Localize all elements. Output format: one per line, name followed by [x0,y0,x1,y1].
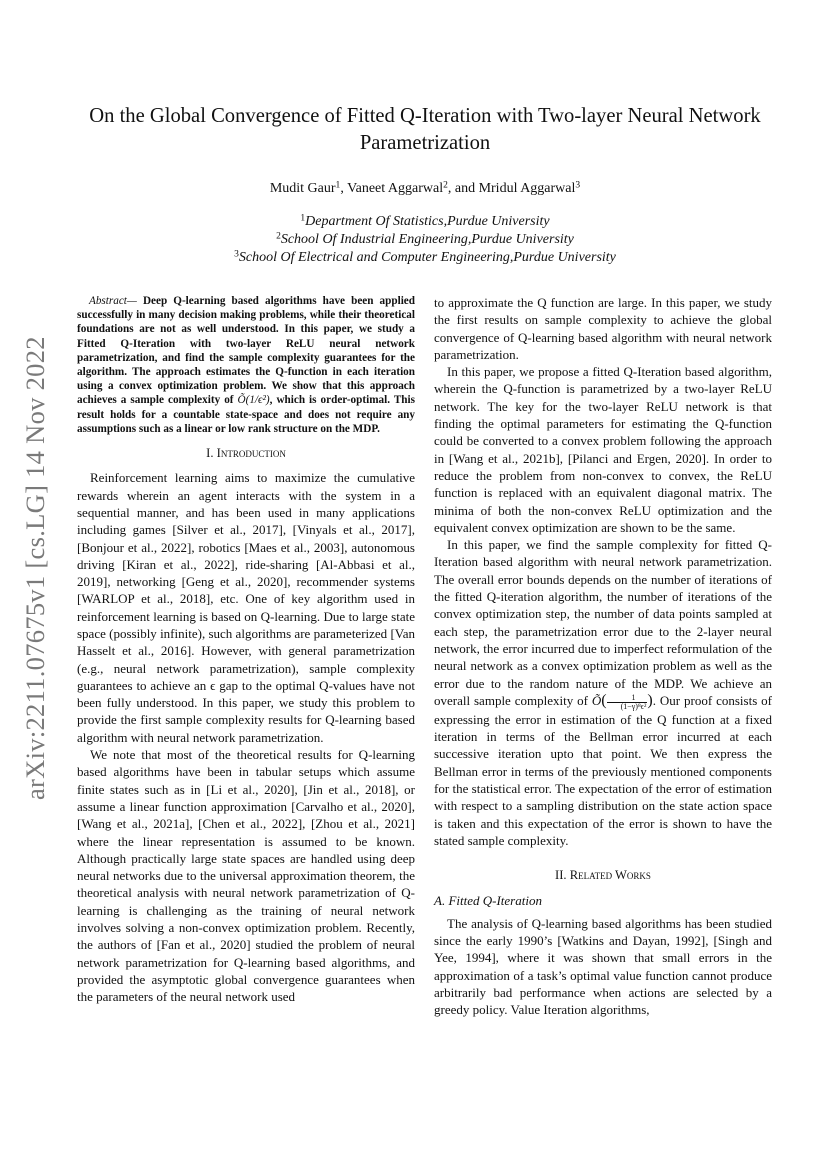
affiliation: $^1$Department Of Statistics,Purdue University [300,213,550,229]
section-heading-introduction: I. Introduction [206,446,286,461]
paragraph: The analysis of Q-learning based algorithms has been studied since the early 1990’s [Watkins and Dayan, 1992], [Singh and Yee, 1994], where it was shown that small errors in the approximation of a task’s optimal value function cannot produce arbitrarily bad performance when actions are selected by a greedy policy. Value Iteration algorithms, [434,915,772,1018]
author-name: Vaneet Aggarwal [347,181,444,196]
affiliation-list [60,213,790,267]
paragraph: We note that most of the theoretical results for Q-learning based algorithms have been in tabular setups which assume finite states such as in [Li et al., 2020], [Jin et al., 2018], or assume a linear function approximation [Carvalho et al., 2020], [Wang et al., 2021a], [Chen et al., 2022], [Zhou et al., 2021] where the linear representation is assumed to be known. Although practically large state spaces are handled using deep neural networks due to the universal approximation theorem, the theoretical analysis with neural network parametrization of Q-learning is challenging as the training of neural network involves solving a non-convex optimization problem. Recently, the authors of [Fan et al., 2020] studied the problem of neural network parametrization for Q-learning based algorithms, and provided the asymptotic global convergence guarantees when the parameters of the neural network used [77,747,415,1005]
abstract-label: Abstract— [89,295,137,307]
paragraph: Reinforcement learning aims to maximize the cumulative rewards wherein an agent interacts with the system in a sequential manner, and has been used in many applications including games [Silver et al., 2017], [Vinyals et al., 2017], [Bonjour et al., 2022], robotics [Maes et al., 2003], autonomous driving [Kiran et al., 2022], ride-sharing [Al-Abbasi et al., 2019], networking [Geng et al., 2020], recommender systems [WARLOP et al., 2018], etc. One of key algorithm used in reinforcement learning is based on Q-learning. Due to large state space (possibly infinite), such algorithms are parameterized [Van Hasselt et al., 2016]. However, with general parametrization (e.g., neural network parametrization), sample complexity guarantees to achieve an ϵ gap to the optimal Q-values have not been fully understood. In this paper, we study this problem to provide the first sample complexity results for Q-learning based algorithm with neural network parametrization. [77,470,415,745]
abstract: Abstract— Deep Q-learning based algorithms have been applied successfully in many decision making problems, while their theoretical foundations are not as well understood. In this paper, we study a Fitted Q-Iteration with two-layer ReLU neural network parametrization, and find the sample complexity guarantees for the algorithm. The approach estimates the Q-function in each iteration using a convex optimization problem. We show that this approach achieves a sample complexity of Õ(1/ϵ²), which is order-optimal. This result holds for a countable state-space and does not require any assumptions such as a linear or low rank structure on the MDP. [77,295,415,435]
author-mark: 2 [443,180,448,191]
left-column [77,294,415,1006]
right-column [434,294,772,1019]
affiliation: $^2$School Of Industrial Engineering,Purdue University [276,231,574,247]
paper-title: On the Global Convergence of Fitted Q-Iteration with Two-layer Neural Network Parametrization [89,105,761,154]
author-mark: 3 [575,180,581,191]
paragraph: In this paper, we find the sample complexity for fitted Q-Iteration based algorithm with neural network parametrization. The overall error bounds depends on the number of iterations of the fitted Q-iteration algorithm, the number of iterations of the convex optimization step, the number of data points sampled at each step, the parametrization error due to the 2-layer neural network, the error incurred due to imperfect reformulation of the neural network as a convex optimization problem as well as the error due to the random nature of the MDP. We achieve an overall sample complexity of Õ( $\frac{1}{\text{(1−γ)⁸ϵ²}}$ ). Our proof consists of expressing the error in estimation of the Q function at a fixed iteration in terms of the Bellman error incurred at each successive iteration upto that point. We then express the Bellman error in terms of the previously mentioned components for the statistical error. The expectation of the error of estimation with respect to a sampling distribution on the state action space is taken and this expectation of the error is shown to have the stated sample complexity. [434,537,772,848]
paragraph: In this paper, we propose a fitted Q-Iteration based algorithm, wherein the Q-function is parametrized by a two-layer ReLU network. The key for the two-layer ReLU network is that finding the optimal parameters for estimating the Q-function could be converted to a convex problem following the approach in [Wang et al., 2021b], [Pilanci and Ergen, 2020]. In order to reduce the problem from non-convex to convex, the ReLU function is replaced with an equivalent diagonal matrix. The minima of both the non-convex ReLU optimization and the equivalent convex optimization are shown to be the same. [434,364,772,535]
arxiv-identifier: arXiv:2211.07675v1 [cs.LG] 14 Nov 2022 [20,336,50,800]
paragraph: to approximate the Q function are large. In this paper, we study the first results on sample complexity to achieve the global convergence of Q-learning based algorithm with neural network parametrization. [434,295,772,362]
author-mark: 1 [335,180,341,191]
author-name: Mudit Gaur [269,181,336,196]
inline-math: Õ [591,692,602,708]
author-list: Mudit Gaur$^1$, Vaneet Aggarwal$^2$, and Mridul Aggarwal$^3$ [269,180,581,196]
inline-math: Õ(1/ϵ²) [237,394,270,407]
affiliation: $^3$School Of Electrical and Computer Engineering,Purdue University [234,249,616,265]
section-heading-related-works: II. Related Works [555,868,651,883]
subsection-heading-fitted-q: A. Fitted Q-Iteration [434,892,542,908]
author-name: and Mridul Aggarwal [454,181,576,196]
sample-complexity-fraction: $\frac{1}{\text{(1−γ)⁸ϵ²}}$ [607,694,648,711]
